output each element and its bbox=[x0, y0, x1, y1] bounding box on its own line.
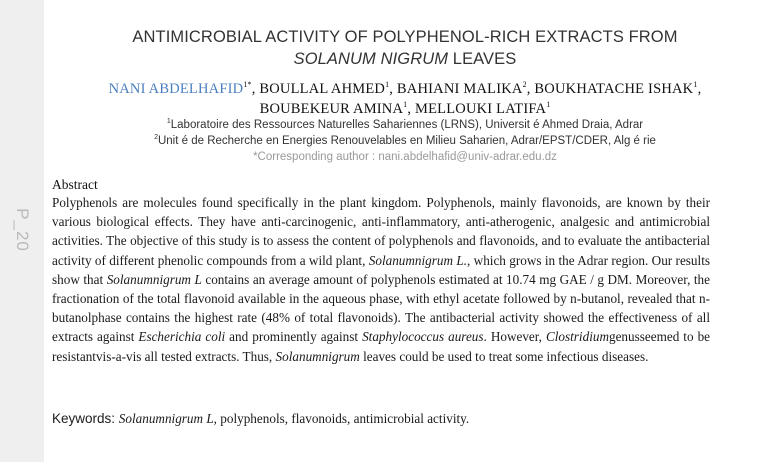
abstract-body bbox=[52, 193, 710, 366]
title-line-2-rest: LEAVES bbox=[448, 50, 517, 68]
author-sup: 1 bbox=[546, 100, 551, 110]
abstract-text: contains an average amount of polyphenols estimated at 10.74 mg GAE / g DM. Moreover, the fractionation of the total flavonoid available in the aqueous phase, with ethyl acetate followed by n-butanol, revealed that n-butanolphase contains the highest rate (48% of total flavonoids). The antibacterial activity showed the effectiveness of all extracts against bbox=[52, 271, 711, 345]
abstract-text: leaves could be used to treat some infectious diseases. bbox=[359, 348, 649, 364]
affiliation-2-text: Unit é de Recherche en Energies Renouvelables en Milieu Saharien, Adrar/EPST/CDER, Alg é rie bbox=[157, 135, 656, 147]
abstract-species: Clostridium bbox=[545, 329, 609, 345]
keywords-label: Keywords: bbox=[52, 411, 119, 426]
affiliation-2 bbox=[52, 133, 758, 149]
keywords-list: , polyphenols, flavonoids, antimicrobial activity. bbox=[213, 411, 470, 426]
abstract-species: Escherichia coli bbox=[138, 329, 226, 345]
lead-author: NANI ABDELHAFID bbox=[108, 81, 244, 97]
abstract-species: Staphylococcus aureus bbox=[362, 329, 484, 345]
poster-id-label: P_20 bbox=[13, 208, 33, 252]
abstract-text: and prominently against bbox=[225, 329, 363, 345]
author-sup: 1 bbox=[385, 80, 390, 90]
abstract-heading: Abstract bbox=[52, 177, 98, 192]
author-sup: 1 bbox=[693, 80, 698, 90]
author-line-1 bbox=[52, 79, 758, 99]
paper-title bbox=[52, 26, 758, 70]
abstract-species: Solanumnigrum bbox=[275, 348, 360, 364]
author-sup: 1 bbox=[403, 100, 408, 110]
affiliation-2-sup: 2 bbox=[154, 134, 158, 142]
corresponding-author: *Corresponding author : nani.abdelhafid@univ-adrar.edu.dz bbox=[253, 151, 557, 163]
title-species: SOLANUM NIGRUM bbox=[293, 50, 449, 68]
lead-author-sup: 1* bbox=[243, 80, 252, 90]
abstract-text: , which grows in the Adrar region. Our results show that bbox=[52, 252, 710, 287]
abstract-species: Solanumnigrum L. bbox=[368, 252, 468, 268]
title-line-1: ANTIMICROBIAL ACTIVITY OF POLYPHENOL-RICH EXTRACTS FROM bbox=[132, 28, 678, 46]
author: BOUBEKEUR AMINA bbox=[259, 101, 404, 117]
side-label bbox=[8, 205, 36, 255]
abstract-species: Solanumnigrum L bbox=[106, 271, 202, 287]
affiliation-1 bbox=[52, 117, 758, 133]
keyword-species: Solanumnigrum L bbox=[118, 411, 214, 426]
author-line-2 bbox=[52, 99, 758, 119]
author-list bbox=[52, 79, 758, 119]
author: , BAHIANI MALIKA bbox=[389, 81, 523, 97]
author-separator: , bbox=[697, 81, 702, 97]
abstract-text: genusseemed to be resistantvis-a-vis all tested extracts. Thus, bbox=[52, 329, 711, 364]
author: , BOUKHATACHE ISHAK bbox=[526, 81, 694, 97]
author: , BOULLAL AHMED bbox=[251, 81, 386, 97]
author: , MELLOUKI LATIFA bbox=[407, 101, 547, 117]
affiliation-1-text: Laboratoire des Ressources Naturelles Sahariennes (LRNS), Universit é Ahmed Draia, Adrar bbox=[170, 119, 644, 131]
title-line-2 bbox=[52, 48, 758, 70]
keywords bbox=[52, 409, 710, 428]
abstract-text: Polyphenols are molecules found specifically in the plant kingdom. Polyphenols, mainly flavonoids, are known by their various biological effects. They have anti-carcinogenic, anti-inflammatory, anti-atherogenic, analgesic and antimicrobial activities. The objective of this study is to assess the content of polyphenols and flavonoids, and to evaluate the antibacterial activity of different phenolic compounds from a wild plant, bbox=[52, 195, 710, 268]
author-sup: 2 bbox=[522, 80, 527, 90]
affiliation-1-sup: 1 bbox=[166, 118, 171, 126]
abstract-text: . However, bbox=[483, 329, 546, 345]
